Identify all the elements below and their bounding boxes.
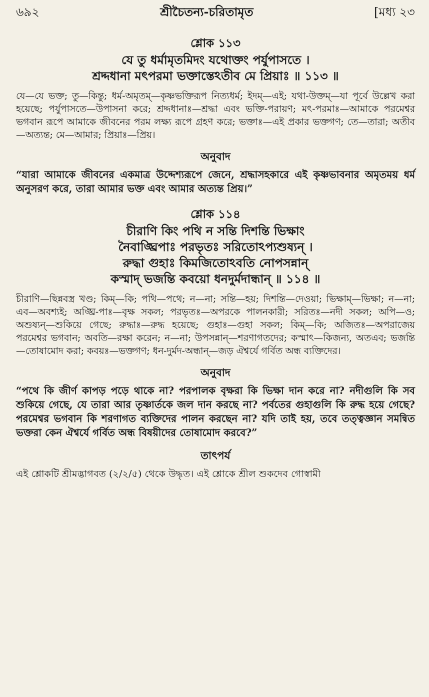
sloka-113-translation: “যারা আমাকে জীবনের একমাত্র উদ্দেশ্যরূপে জেনে, শ্রদ্ধাসহকারে এই কৃষ্ণভাবনার অমৃতময় ধর্ম অনুসরণ করে, তারা আমার ভক্ত এবং আমার অত্যন্ত প্রিয়।” xyxy=(16,170,415,195)
chapter-label: [মধ্য ২৩ xyxy=(374,5,415,19)
book-title: শ্রীচৈতন্য-চরিতামৃত xyxy=(160,5,254,19)
sloka-114-verse xyxy=(16,223,415,287)
page-number: ৬৯২ xyxy=(16,5,40,19)
sloka-113-synonyms: যে—যে ভক্ত; তু—কিন্তু; ধর্ম-অমৃতম্—কৃষ্ণভক্তিরূপ নিত্যধর্ম; ইদম্—এই; যথা-উক্তম্—যা পূর্বে উল্লেখ করা হয়েছে; পর্যুপাসতে—উপাসনা করে; শ্রদ্দধানাঃ—শ্রদ্ধা এবং ভক্তি-পরায়ণ; মৎ-পরমাঃ—আমাকে পরমেশ্বর ভগবান রূপে আমাকে জীবনের পরম লক্ষ্য রূপে গ্রহণ করে; ভক্তাঃ—এই প্রকার ভক্তগণ; তে—তারা; অতীব—অত্যন্ত; মে—আমার; প্রিয়াঃ—প্রিয়। xyxy=(16,91,415,141)
verse-line: কস্মাদ্ ভজন্তি কবয়ো ধনদুর্মদান্ধান্ ॥ ১১৪ ॥ xyxy=(110,272,321,286)
sloka-113-translation-label: অনুবাদ xyxy=(200,151,231,163)
purport-text: এই শ্লোকটি শ্রীমদ্ভাগবত (২/২/৫) থেকে উদ্ধৃত। এই শ্লোকে শ্রীল শুকদেব গোস্বামী xyxy=(16,469,321,480)
sloka-114-translation: “পথে কি জীর্ণ কাপড় পড়ে থাকে না? পরপালক বৃক্ষরা কি ভিক্ষা দান করে না? নদীগুলি কি সব শুকিয়ে গেছে, যে তারা আর তৃষ্ণার্তকে জল দান করছে না? পর্বতের গুহাগুলি কি রুদ্ধ হয়ে গেছে? পরমেশ্বর ভগবান কি শরণাগত ব্যক্তিদের পালন করছেন না? যদি তাই হয়, তবে তত্ত্বজ্ঞান সমন্বিত ভক্তরা কেন ঐশ্বর্যে গর্বিত অন্ধ বিষয়ীদের তোষামোদ করবে?” xyxy=(16,386,415,439)
verse-line: যে তু ধর্মামৃতমিদং যথোক্তং পর্যুপাসতে । xyxy=(121,53,310,67)
verse-line: রুদ্ধা গুহাঃ কিমজিতোঽবতি নোপসন্নান্ xyxy=(122,256,309,270)
page-header xyxy=(16,4,415,26)
verse-line: চীরাণি কিং পথি ন সন্তি দিশন্তি ভিক্ষাং xyxy=(126,224,305,238)
sloka-114-heading: শ্লোক ১১৪ xyxy=(190,207,241,221)
sloka-113-verse xyxy=(16,52,415,84)
sloka-114-translation-label: অনুবাদ xyxy=(200,367,231,379)
verse-line: নৈবাঙ্ঘ্রিপাঃ পরভৃতঃ সরিতোঽপ্যশুষ্যন্ । xyxy=(118,240,313,254)
verse-line: শ্রদ্দধানা মৎপরমা ভক্তাস্তেঽতীব মে প্রিয়াঃ ॥ ১১৩ ॥ xyxy=(92,69,339,83)
sloka-113-heading: শ্লোক ১১৩ xyxy=(190,36,241,50)
purport-label: তাৎপর্য xyxy=(200,450,231,462)
sloka-114-synonyms: চীরাণি—ছিন্নবস্ত্র খণ্ড; কিম্—কি; পথি—পথে; ন—না; সন্তি—হয়; দিশন্তি—দেওয়া; ভিক্ষাম্—ভিক্ষা; ন—না; এব—অবশ্যই; অঙ্ঘ্রি-পাঃ—বৃক্ষ সকল; পরভৃতঃ—অপরকে পালনকারী; সরিতঃ—নদী সকল; অপি—ও; অশুষ্যন্—শুকিয়ে গেছে; রুদ্ধাঃ—রুদ্ধ হয়েছে; গুহাঃ—গুহা সকল; কিম্—কি; অজিতঃ—অপরাজেয় পরমেশ্বর ভগবান; অবতি—রক্ষা করেন; ন—না; উপসন্নান্—শরণাগতদের; কস্মাৎ—কিজন্য, অতএব; ভজন্তি—তোষামোদ করা; কবয়ঃ—ভক্তগণ; ধন-দুর্মদ-অন্ধান্—জড় ঐশ্বর্যে গর্বিত অন্ধ ব্যক্তিদের। xyxy=(16,294,415,357)
